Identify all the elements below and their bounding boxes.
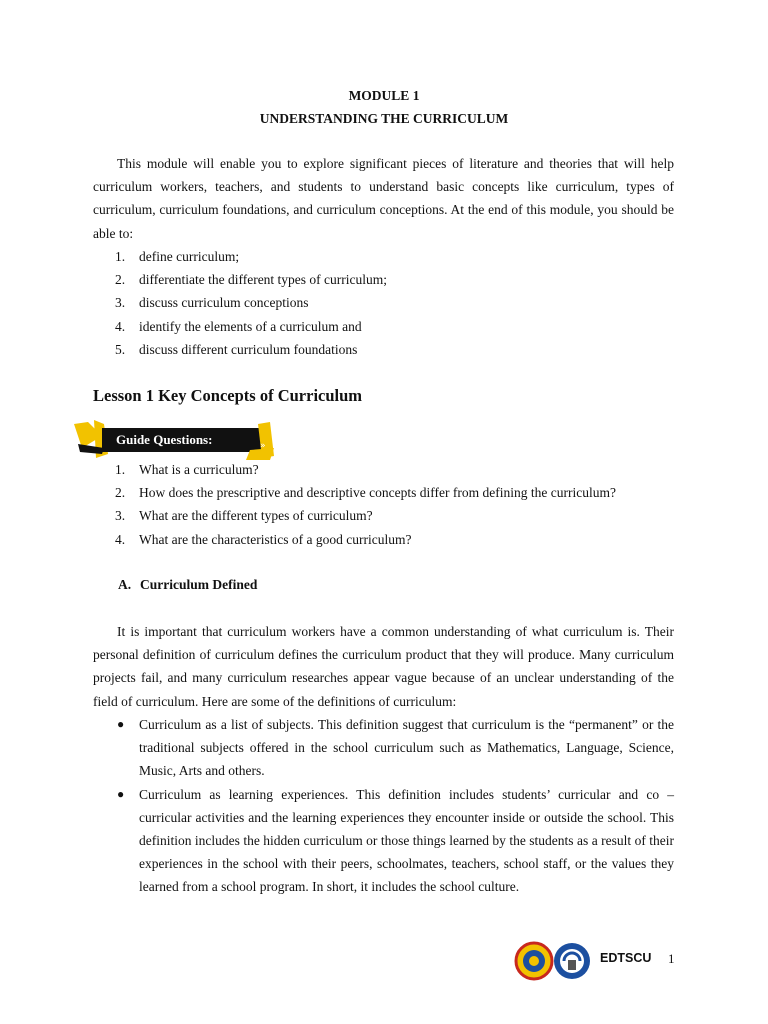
definitions-list [93,713,674,899]
list-item: 3. discuss curriculum conceptions [115,295,309,311]
list-item: ● Curriculum as a list of subjects. This definition suggest that curriculum is the “permanent” or the traditional subjects offered in the school curriculum such as Mathematics, Language, Science, Music, Arts and others. [93,713,674,783]
intro-text: This module will enable you to explore significant pieces of literature and theories that will help curriculum workers, teachers, and students to understand basic concepts like curriculum, types of curriculum, curriculum foundations, and curriculum conceptions. At the end of this module, you should be able to: [93,156,674,241]
section-letter: A. [118,577,132,592]
lesson-title: Lesson 1 Key Concepts of Curriculum [93,386,363,405]
bullet-icon: ● [117,717,125,731]
school-logos [514,940,614,982]
guide-questions-label: Guide Questions: [116,432,213,447]
list-item: 4. What are the characteristics of a good curriculum? [115,531,412,547]
section-heading [118,577,257,593]
list-item: 2. How does the prescriptive and descriptive concepts differ from defining the curriculum? [115,485,616,501]
list-item: 4. identify the elements of a curriculum and [115,318,362,334]
list-item: 3. What are the different types of curriculum? [115,508,373,524]
intro-paragraph [93,152,674,245]
svg-text:»: » [260,441,266,451]
list-item: 2. differentiate the different types of curriculum; [115,272,388,288]
list-item: 1. What is a curriculum? [115,462,259,477]
page-number: 1 [668,951,675,966]
list-item: 1. define curriculum; [115,249,240,264]
module-title: UNDERSTANDING THE CURRICULUM [259,111,509,126]
section-title: Curriculum Defined [140,577,258,592]
module-number: MODULE 1 [348,88,420,103]
guide-questions-list [93,458,616,551]
objectives-list [93,245,387,361]
list-item: 5. discuss different curriculum foundations [115,341,358,357]
footer-label: EDTSCU [600,951,652,965]
bullet-icon: ● [117,786,125,801]
definition-text: It is important that curriculum workers have a common understanding of what curriculum is. Their personal definition of curriculum defines the curriculum product that they will produce. Many curriculum projects fail, and many curriculum researches appear vague because of an unclear understanding of the field of curriculum. Here are some of the definitions of curriculum: [93,624,674,709]
definition-paragraph [93,620,674,713]
list-item: ● Curriculum as learning experiences. This definition includes students’ curricular and co – curricular activities and the learning experiences they encounter inside or outside the school. This definition includes the hidden curriculum or those things learned by the students as a result of their experiences in the school with their peers, schoolmates, teachers, school staff, or the values they learned from a school program. In short, it includes the school culture. [93,783,674,899]
